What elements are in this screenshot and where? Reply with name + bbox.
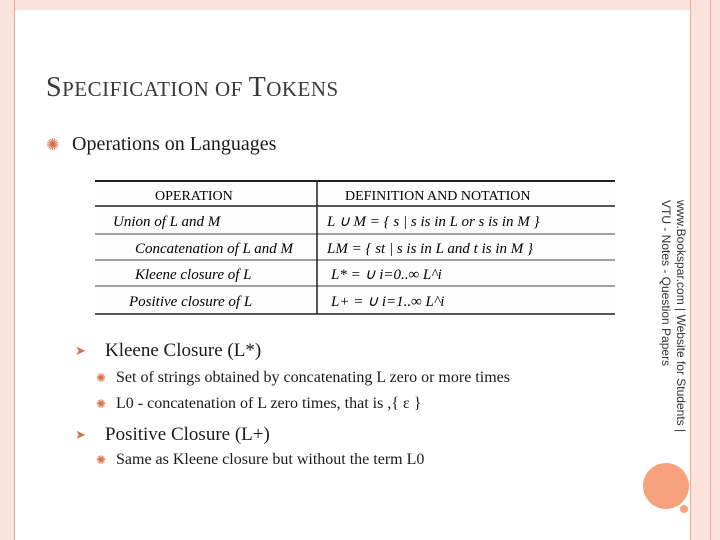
frame-line-right bbox=[690, 0, 691, 540]
positive-closure-heading: ➤ Positive Closure (L+) bbox=[75, 424, 270, 445]
table-cell-op: Union of L and M bbox=[113, 214, 221, 230]
table-cell-def: L* = ∪ i=0..∞ L^i bbox=[331, 267, 442, 283]
side-watermark bbox=[650, 200, 690, 500]
table-header-operation: OPERATION bbox=[155, 189, 233, 204]
side-text-line2: VTU - Notes - Question Papers bbox=[659, 200, 673, 367]
decor-circle bbox=[643, 463, 689, 509]
operations-table bbox=[95, 178, 615, 320]
sun-bullet-icon: ✺ bbox=[96, 370, 107, 385]
frame-line-left bbox=[14, 0, 15, 540]
frame-right bbox=[690, 0, 720, 540]
arrow-bullet-icon: ➤ bbox=[75, 343, 86, 358]
table-cell-op: Positive closure of L bbox=[129, 294, 253, 310]
table-cell-def: L+ = ∪ i=1..∞ L^i bbox=[331, 294, 445, 310]
sun-bullet-icon: ✺ bbox=[96, 452, 107, 467]
page-title: SPECIFICATION OF TOKENS bbox=[46, 72, 339, 103]
list-item: ✺ Same as Kleene closure but without the term L0 bbox=[96, 451, 425, 468]
side-text-line1: www.Bookspar.com | Website for Students | bbox=[674, 200, 688, 433]
list-item: ✺ L0 - concatenation of L zero times, that is ,{ ε } bbox=[96, 395, 422, 412]
table-header-definition: DEFINITION AND NOTATION bbox=[345, 189, 531, 204]
kleene-closure-heading: ➤ Kleene Closure (L*) bbox=[75, 340, 262, 361]
table-cell-def: L ∪ M = { s | s is in L or s is in M } bbox=[327, 214, 540, 230]
arrow-bullet-icon: ➤ bbox=[75, 427, 86, 442]
frame-line-right-outer bbox=[710, 0, 711, 540]
table-cell-op: Kleene closure of L bbox=[135, 267, 252, 283]
sun-bullet-icon: ✺ bbox=[96, 396, 107, 411]
table-cell-op: Concatenation of L and M bbox=[135, 241, 294, 257]
frame-left bbox=[0, 0, 14, 540]
list-item: ✺ Set of strings obtained by concatenating L zero or more times bbox=[96, 369, 510, 386]
bullet-operations: ✺ Operations on Languages bbox=[46, 133, 277, 155]
decor-dot bbox=[680, 505, 688, 513]
table-cell-def: LM = { st | s is in L and t is in M } bbox=[327, 241, 534, 257]
frame-top bbox=[0, 0, 720, 10]
sun-bullet-icon: ✺ bbox=[46, 136, 60, 154]
